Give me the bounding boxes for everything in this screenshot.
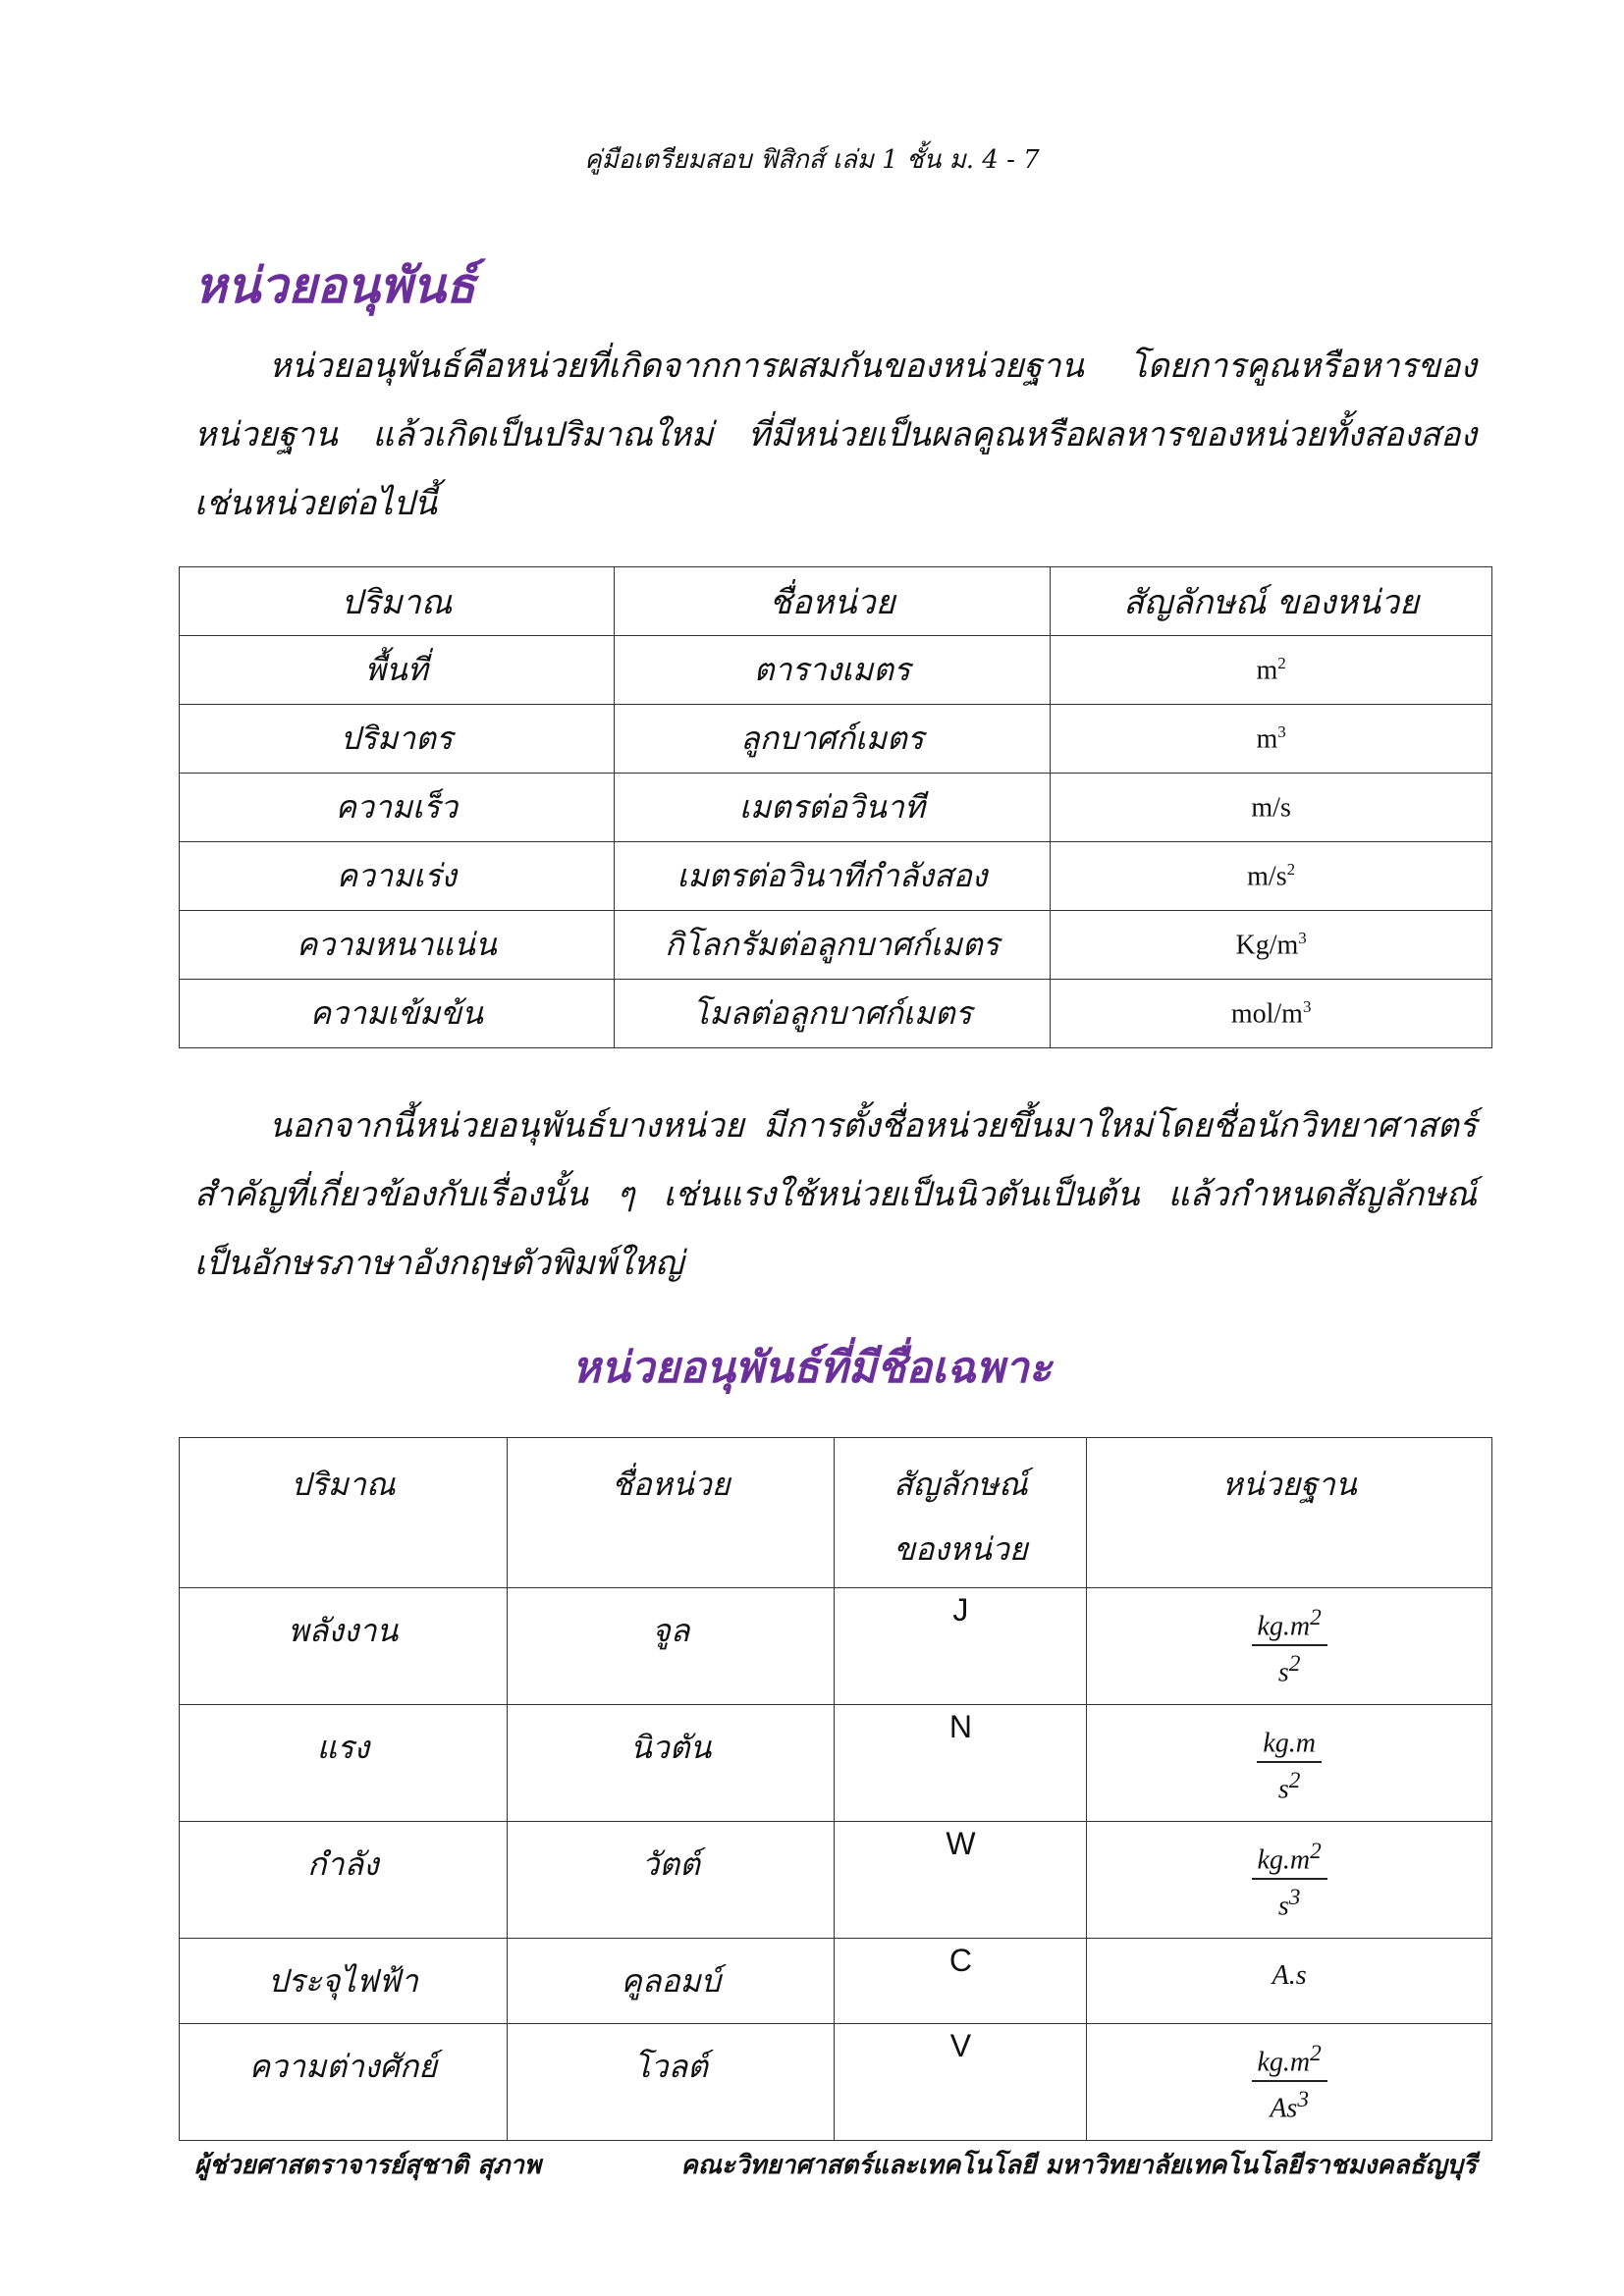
unit-exponent: 3 <box>1298 928 1307 947</box>
column-header-unit-name: ชื่อหน่วย <box>507 1438 835 1588</box>
quantity-cell: พลังงาน <box>180 1588 508 1705</box>
unit-name-cell: ตารางเมตร <box>614 636 1051 705</box>
table-row <box>180 842 1492 911</box>
base-units-cell <box>1087 1705 1492 1822</box>
base-units-cell <box>1087 1588 1492 1705</box>
quantity-cell: กำลัง <box>180 1822 508 1939</box>
unit-name-cell: ลูกบาศก์เมตร <box>614 705 1051 774</box>
unit-symbol: m/s <box>1251 792 1291 824</box>
unit-exponent: 2 <box>1286 859 1296 879</box>
page-footer <box>194 2145 1477 2185</box>
quantity-cell: แรง <box>180 1705 508 1822</box>
unit-symbol-cell <box>1051 911 1492 980</box>
unit-symbol-cell: W <box>835 1822 1087 1939</box>
column-header-quantity: ปริมาณ <box>180 567 615 636</box>
unit-symbol-cell: J <box>835 1588 1087 1705</box>
table-row <box>180 705 1492 774</box>
fraction-numerator: $kg.m^2$ <box>1252 1836 1327 1880</box>
base-units-cell <box>1087 1939 1492 2024</box>
unit-name-cell: คูลอมบ์ <box>507 1939 835 2024</box>
column-header-base-units: หน่วยฐาน <box>1087 1438 1492 1588</box>
unit-symbol-cell <box>1051 774 1492 842</box>
unit-exponent: 3 <box>1277 721 1286 741</box>
base-units-fraction <box>1252 2038 1327 2125</box>
derived-units-table <box>179 566 1492 1048</box>
unit-name-cell: เมตรต่อวินาทีกำลังสอง <box>614 842 1051 911</box>
unit-symbol: m <box>1256 655 1278 686</box>
fraction-denominator: $s^3$ <box>1277 1885 1301 1922</box>
unit-symbol-cell <box>1051 842 1492 911</box>
unit-symbol-cell: N <box>835 1705 1087 1822</box>
unit-exponent: 2 <box>1277 653 1286 672</box>
table-row <box>180 1939 1492 2024</box>
fraction-denominator: $s^2$ <box>1277 1768 1301 1805</box>
quantity-cell: ปริมาตร <box>180 705 615 774</box>
unit-exponent: 3 <box>1302 996 1312 1016</box>
fraction-numerator: $kg.m^2$ <box>1252 2038 1327 2082</box>
table-header-row <box>180 1438 1492 1588</box>
unit-symbol: mol/m <box>1230 998 1303 1030</box>
unit-symbol-cell <box>1051 705 1492 774</box>
fraction-denominator: $s^2$ <box>1277 1651 1301 1688</box>
section-title: หน่วยอนุพันธ์ <box>194 257 476 314</box>
fraction-denominator: As$^3$ <box>1270 2087 1309 2124</box>
quantity-cell: ความเข้มข้น <box>180 980 615 1048</box>
named-derived-units-table <box>179 1437 1492 2141</box>
quantity-cell: ความต่างศักย์ <box>180 2024 508 2141</box>
base-units-fraction <box>1257 1719 1322 1806</box>
unit-name-cell: จูล <box>507 1588 835 1705</box>
unit-symbol-cell <box>1051 636 1492 705</box>
unit-name-cell: เมตรต่อวินาที <box>614 774 1051 842</box>
quantity-cell: ความหนาแน่น <box>180 911 615 980</box>
base-units-fraction <box>1252 1836 1327 1923</box>
subsection-title: หน่วยอนุพันธ์ที่มีชื่อเฉพาะ <box>571 1343 1053 1393</box>
base-units-cell <box>1087 2024 1492 2141</box>
unit-name-cell: โมลต่อลูกบาศก์เมตร <box>614 980 1051 1048</box>
table-row <box>180 1588 1492 1705</box>
unit-symbol: Kg/m <box>1235 930 1299 961</box>
table-row <box>180 2024 1492 2141</box>
unit-name-cell: กิโลกรัมต่อลูกบาศก์เมตร <box>614 911 1051 980</box>
unit-name-cell: โวลต์ <box>507 2024 835 2141</box>
quantity-cell: พื้นที่ <box>180 636 615 705</box>
fraction-numerator: kg.m <box>1257 1719 1322 1763</box>
table-row <box>180 774 1492 842</box>
quantity-cell: ความเร่ง <box>180 842 615 911</box>
page-header: คู่มือเตรียมสอบ ฟิสิกส์ เล่ม 1 ชั้น ม. 4 - 7 <box>584 145 1040 175</box>
table-row <box>180 1822 1492 1939</box>
unit-symbol: m <box>1256 723 1278 755</box>
symbol-header-line1: สัญลักษณ์ <box>893 1466 1028 1503</box>
column-header-unit-name: ชื่อหน่วย <box>614 567 1051 636</box>
column-header-quantity: ปริมาณ <box>180 1438 508 1588</box>
table-row <box>180 636 1492 705</box>
unit-symbol-cell: C <box>835 1939 1087 2024</box>
table-row <box>180 980 1492 1048</box>
table-header-row <box>180 567 1492 636</box>
unit-symbol-cell <box>1051 980 1492 1048</box>
base-units-cell <box>1087 1822 1492 1939</box>
symbol-header-line2: ของหน่วย <box>893 1530 1028 1568</box>
column-header-symbol: สัญลักษณ์ ของหน่วย <box>1051 567 1492 636</box>
fraction-numerator: $kg.m^2$ <box>1252 1602 1327 1646</box>
base-units-expression: A.s <box>1272 1960 1307 1991</box>
unit-name-cell: นิวตัน <box>507 1705 835 1822</box>
quantity-cell: ความเร็ว <box>180 774 615 842</box>
quantity-cell: ประจุไฟฟ้า <box>180 1939 508 2024</box>
column-header-symbol <box>835 1438 1087 1588</box>
intro-paragraph: หน่วยอนุพันธ์คือหน่วยที่เกิดจากการผสมกันของหน่วยฐาน โดยการคูณหรือหารของหน่วยฐาน แล้วเกิดเป็นปริมาณใหม่ ที่มีหน่วยเป็นผลคูณหรือผลหารของหน่วยทั้งสองสอง เช่นหน่วยต่อไปนี้ <box>194 347 1477 523</box>
table-row <box>180 911 1492 980</box>
table-row <box>180 1705 1492 1822</box>
unit-symbol: m/s <box>1247 861 1287 892</box>
unit-name-cell: วัตต์ <box>507 1822 835 1939</box>
footer-institution: คณะวิทยาศาสตร์และเทคโนโลยี มหาวิทยาลัยเทคโนโลยีราชมงคลธัญบุรี <box>680 2151 1477 2180</box>
unit-symbol-cell: V <box>835 2024 1087 2141</box>
footer-author: ผู้ช่วยศาสตราจารย์สุชาติ สุภาพ <box>194 2151 541 2180</box>
base-units-fraction <box>1252 1602 1327 1689</box>
second-paragraph: นอกจากนี้หน่วยอนุพันธ์บางหน่วย มีการตั้งชื่อหน่วยขึ้นมาใหม่โดยชื่อนักวิทยาศาสตร์สำคัญที่เกี่ยวข้องกับเรื่องนั้น ๆ เช่นแรงใช้หน่วยเป็นนิวตันเป็นต้น แล้วกำหนดสัญลักษณ์เป็นอักษรภาษาอังกฤษตัวพิมพ์ใหญ่ <box>194 1106 1477 1283</box>
